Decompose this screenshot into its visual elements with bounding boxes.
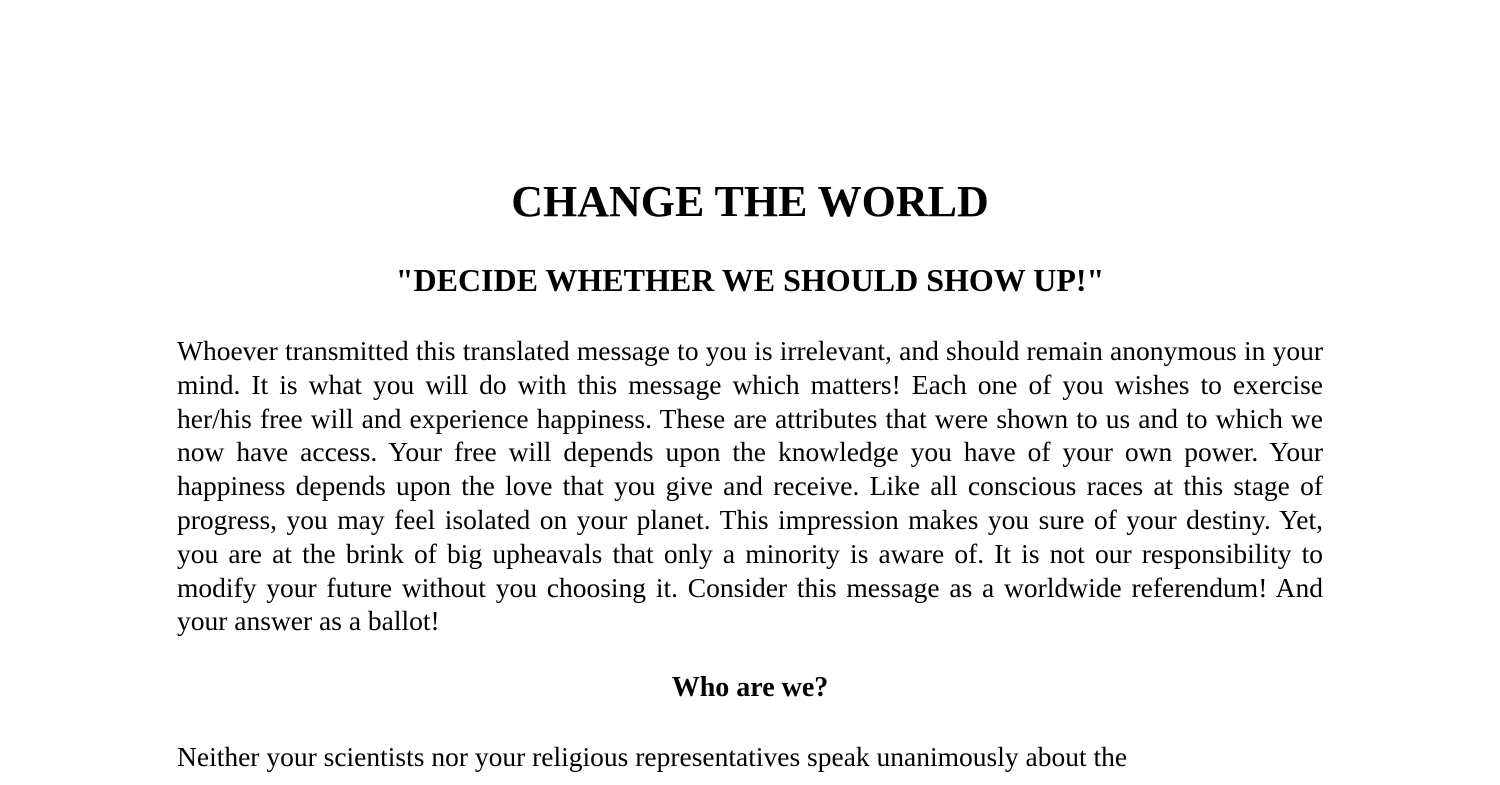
document-title: CHANGE THE WORLD [511,177,989,226]
section-heading-who-are-we: Who are we? [671,672,829,703]
body-paragraph-intro: Whoever transmitted this translated message to you is irrelevant, and should remain anonymous in your mind. It is what you will do with this message which matters! Each one of you wishes to exercise her/his free will and experience happiness. These are attributes that were shown to us and to which we now have access. Your free will depends upon the knowledge you have of your own power. Your happiness depends upon the love that you give and receive. Like all conscious races at this stage of progress, you may feel isolated on your planet. This impression makes you sure of your destiny. Yet, you are at the brink of big upheavals that only a minority is aware of. It is not our responsibility to modify your future without you choosing it. Consider this message as a worldwide referendum! And your answer as a ballot! [177,335,1323,637]
body-paragraph-who-are-we: Neither your scientists nor your religious representatives speak unanimously about the [177,741,1128,772]
document-subtitle: "DECIDE WHETHER WE SHOULD SHOW UP!" [395,262,1105,298]
